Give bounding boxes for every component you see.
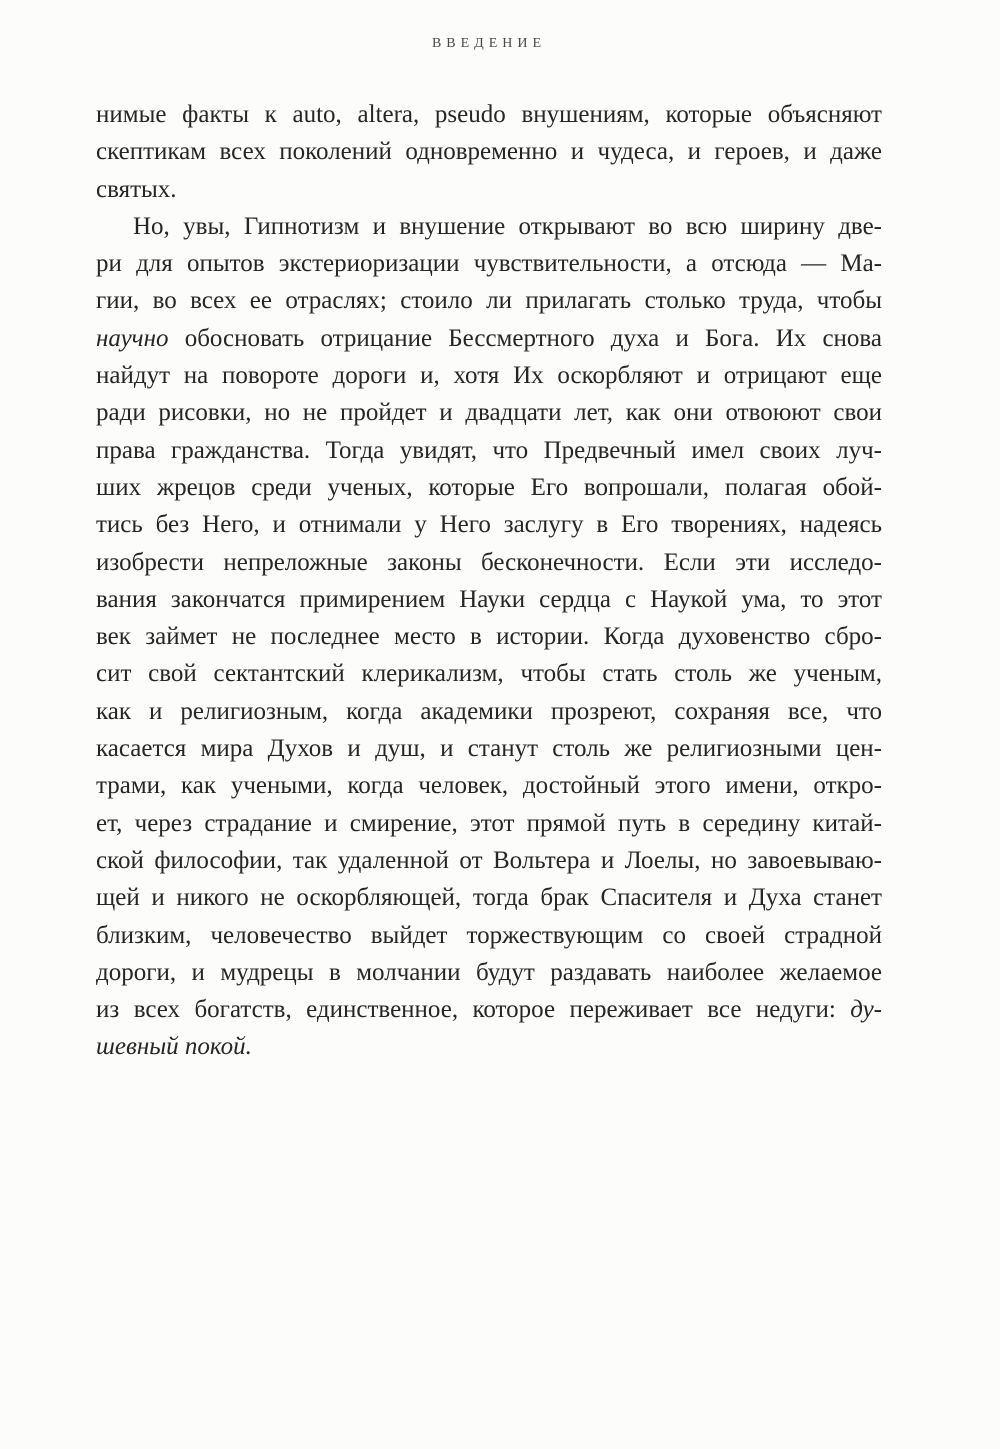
text-line: права гражданства. Тогда увидят, что Предвечный имел своих луч-: [96, 436, 882, 464]
text-line: изобрести непреложные законы бесконечности. Если эти исследо-: [96, 548, 882, 576]
italic-text: научно: [96, 324, 169, 352]
text-line: сит свой сектантский клерикализм, чтобы стать столь же ученым,: [96, 660, 882, 688]
text-line: ших жрецов среди ученых, которые Его вопрошали, полагая обой-: [96, 473, 882, 501]
text-line: щей и никого не оскорбляющей, тогда брак Спасителя и Духа станет: [96, 884, 882, 912]
text-line: нимые факты к auto, altera, pseudo внушениям, которые объясняют: [96, 101, 882, 128]
text-line: [96, 320, 882, 357]
text-line: как и религиозным, когда академики прозреют, сохраняя все, что: [96, 697, 882, 725]
line-text: обосновать отрицание Бессмертного духа и Бога. Их снова: [168, 324, 882, 352]
text-block: [96, 96, 882, 1066]
text-line: найдут на повороте дороги и, хотя Их оскорбляют и отрицают еще: [96, 362, 882, 390]
text-line: святых.: [96, 175, 177, 203]
text-line: вания закончатся примирением Науки сердца с Наукой ума, то этот: [96, 585, 882, 613]
text-line: [96, 991, 882, 1028]
text-line: Но, увы, Гипнотизм и внушение открывают во всю ширину две-: [133, 212, 882, 240]
italic-text: ду-: [850, 996, 882, 1024]
text-line: гии, во всех ее отраслях; стоило ли прилагать столько труда, чтобы: [96, 287, 882, 315]
text-line: век займет не последнее место в истории. Когда духовенство сбро-: [96, 623, 882, 651]
line-text: из всех богатств, единственное, которое переживает все недуги:: [96, 996, 851, 1024]
paragraph-1: [96, 96, 882, 208]
text-line: [96, 1028, 882, 1065]
text-line: трами, как учеными, когда человек, достойный этого имени, откро-: [96, 772, 882, 800]
text-line: тись без Него, и отнимали у Него заслугу в Его творениях, надеясь: [96, 511, 882, 539]
text-line: ской философии, так удаленной от Вольтера и Лоелы, но завоевываю-: [96, 846, 882, 874]
text-line: дороги, и мудрецы в молчании будут раздавать наиболее желаемое: [96, 958, 882, 986]
text-line: ет, через страдание и смирение, этот прямой путь в середину китай-: [96, 809, 882, 837]
running-head: ВВЕДЕНИЕ: [431, 36, 547, 51]
text-line: близким, человечество выйдет торжествующим со своей страдной: [96, 921, 882, 949]
text-line: ради рисовки, но не пройдет и двадцати лет, как они отвоюют свои: [96, 399, 882, 427]
text-line: скептикам всех поколений одновременно и чудеса, и героев, и даже: [96, 138, 882, 166]
text-line: касается мира Духов и душ, и станут столь же религиозными цен-: [96, 735, 882, 763]
italic-text: шевный покой.: [96, 1033, 252, 1061]
text-line: ри для опытов экстериоризации чувствительности, а отсюда — Ма-: [96, 250, 882, 278]
paragraph-2: [96, 208, 882, 1066]
